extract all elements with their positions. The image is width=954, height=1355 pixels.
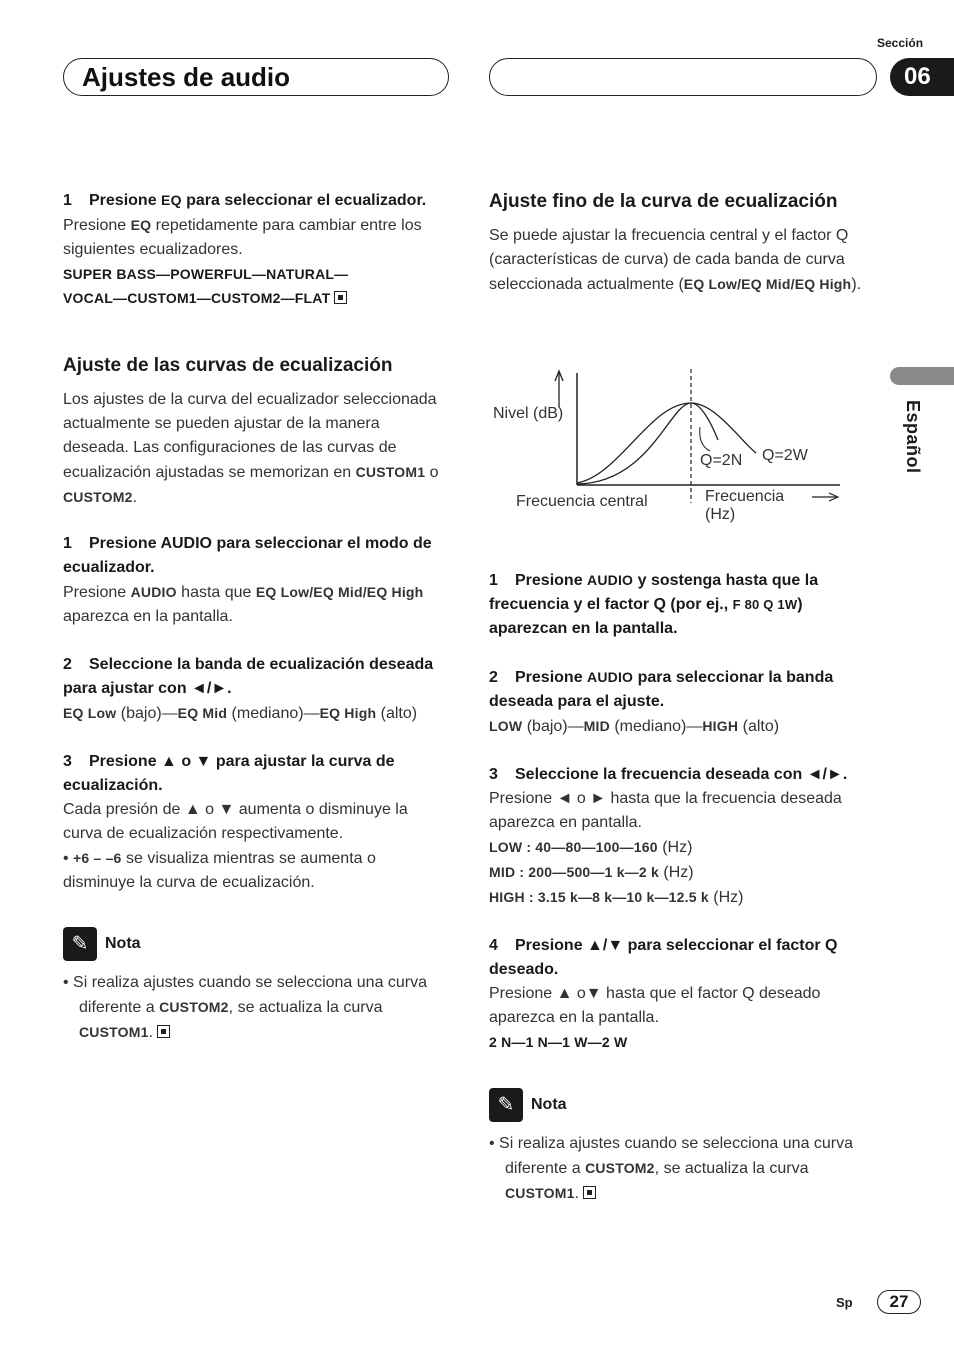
step-c-bullet: • +6 – –6 se visualiza mientras se aumenta o disminuye la curva de ecualización. [63, 850, 376, 891]
stop-icon [334, 291, 347, 304]
r-step-1-heading: 1 Presione AUDIO y sostenga hasta que la frecuencia y el factor Q (por ej., F 80 Q 1W) aparezcan en la pantalla. [489, 572, 819, 637]
note-pencil-icon: ✎ [489, 1088, 523, 1122]
r-step-2-body: LOW (bajo)—MID (mediano)—HIGH (alto) [489, 718, 780, 735]
r-step-3-body: Presione ◄ o ► hasta que la frecuencia deseada aparezca en pantalla. [489, 790, 842, 831]
language-tab-bar [890, 367, 954, 385]
left-column [63, 188, 449, 1045]
r-step-3-mid: MID : 200—500—1 k—2 k (Hz) [489, 864, 694, 881]
eq-sequence: SUPER BASS—POWERFUL—NATURAL— VOCAL—CUSTOM1—CUSTOM2—FLAT [63, 266, 349, 306]
step-a-body: Presione AUDIO hasta que EQ Low/EQ Mid/EQ High aparezca en la pantalla. [63, 584, 424, 625]
right-column-steps [489, 568, 879, 1206]
note-heading-right: ✎ Nota [489, 1088, 879, 1122]
curves-intro: Los ajustes de la curva del ecualizador seleccionada actualmente se pueden ajustar de la manera deseada. Las configuraciones de las curvas de ecualización ajustadas se memorizan en CUSTOM1 o CUSTOM2. [63, 391, 439, 506]
section-heading-fine: Ajuste fino de la curva de ecualización [489, 191, 838, 212]
step-1-body: Presione EQ repetidamente para cambiar entre los siguientes ecualizadores. [63, 217, 422, 258]
page-number: 27 [877, 1290, 921, 1314]
graph-q2n-label: Q=2N [700, 452, 743, 469]
r-step-4-heading: 4 Presione ▲/▼ para seleccionar el factor Q deseado. [489, 937, 838, 978]
r-step-2-heading: 2 Presione AUDIO para seleccionar la banda deseada para el ajuste. [489, 669, 834, 710]
graph-center-label: Frecuencia central [516, 493, 648, 510]
r-step-3-high: HIGH : 3.15 k—8 k—10 k—12.5 k (Hz) [489, 889, 744, 906]
note-pencil-icon: ✎ [63, 927, 97, 961]
step-c-body: Cada presión de ▲ o ▼ aumenta o disminuye la curva de ecualización respectivamente. [63, 801, 408, 842]
right-column-top [489, 190, 879, 297]
graph-ylabel: Nivel (dB) [493, 405, 564, 422]
page-title-box [63, 58, 449, 96]
r-step-4-q-values: 2 N—1 N—1 W—2 W [489, 1034, 628, 1050]
stop-icon [157, 1025, 170, 1038]
graph-freq-label: Frecuencia [705, 488, 785, 505]
graph-q2w-label: Q=2W [762, 447, 808, 464]
section-number: 06 [890, 58, 954, 96]
note-text-right: • Si realiza ajustes cuando se selecciona una curva diferente a CUSTOM2, se actualiza la curva CUSTOM1. [489, 1135, 854, 1202]
r-step-3-low: LOW : 40—80—100—160 (Hz) [489, 839, 693, 856]
section-heading-curves: Ajuste de las curvas de ecualización [63, 355, 393, 376]
header-empty-box [489, 58, 877, 96]
step-b-heading: 2 Seleccione la banda de ecualización deseada para ajustar con ◄/►. [63, 656, 434, 697]
step-a-heading: 1 Presione AUDIO para seleccionar el modo de ecualizador. [63, 535, 432, 576]
note-heading-left: ✎ Nota [63, 927, 449, 961]
step-1-heading: 1 Presione EQ para seleccionar el ecualizador. [63, 192, 427, 209]
step-b-body: EQ Low (bajo)—EQ Mid (mediano)—EQ High (alto) [63, 705, 418, 722]
step-c-heading: 3 Presione ▲ o ▼ para ajustar la curva de ecualización. [63, 753, 395, 794]
graph-hz-label: (Hz) [705, 506, 736, 523]
note-text-left: • Si realiza ajustes cuando se selecciona una curva diferente a CUSTOM2, se actualiza la curva CUSTOM1. [63, 974, 428, 1041]
r-step-4-body: Presione ▲ o▼ hasta que el factor Q deseado aparezca en la pantalla. [489, 985, 821, 1026]
footer-language-code: Sp [836, 1295, 853, 1310]
language-label: Español [903, 400, 923, 474]
fine-intro: Se puede ajustar la frecuencia central y el factor Q (características de curva) de cada banda de curva seleccionada actualmente (EQ Low/EQ Mid/EQ High). [489, 227, 862, 293]
page-title: Ajustes de audio [82, 62, 291, 92]
section-label: Sección [877, 36, 924, 50]
stop-icon [583, 1186, 596, 1199]
r-step-3-heading: 3 Seleccione la frecuencia deseada con ◄/►. [489, 766, 848, 783]
